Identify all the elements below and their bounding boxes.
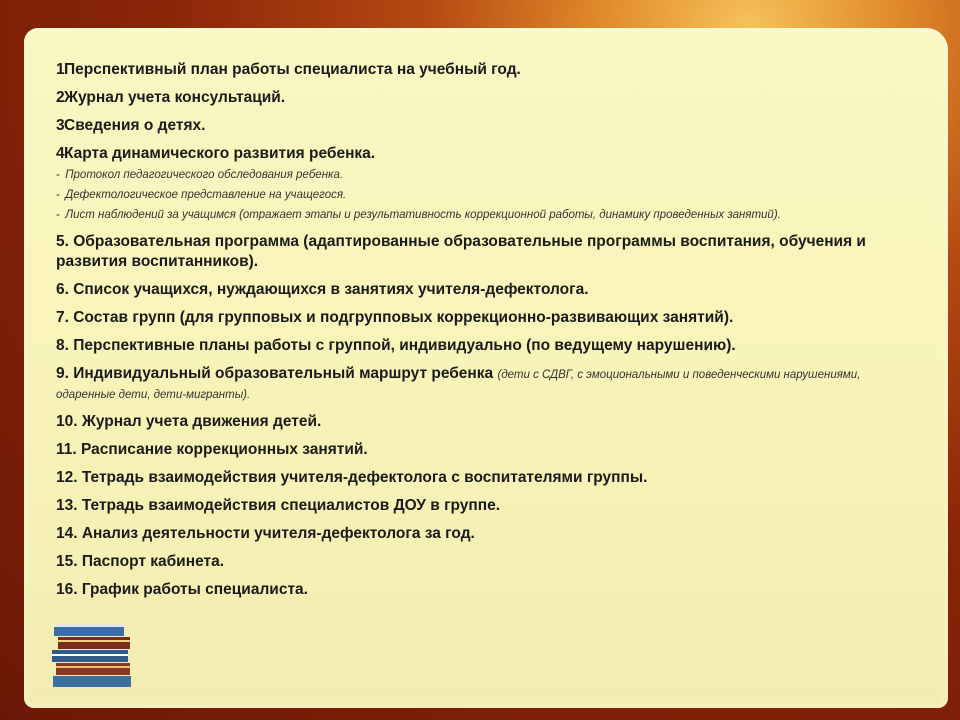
list-item-6: 6. Список учащихся, нуждающихся в занятиях учителя-дефектолога. (56, 281, 589, 298)
list-item-8: 8. Перспективные планы работы с группой, индивидуально (по ведущему нарушению). (56, 337, 736, 354)
list-item-1: 1Перспективный план работы специалиста на учебный год. (56, 61, 521, 78)
list-item-3: 3Сведения о детях. (56, 117, 206, 134)
list-item-12: 12. Тетрадь взаимодействия учителя-дефектолога с воспитателями группы. (56, 469, 648, 486)
list-item-16: 16. График работы специалиста. (56, 581, 308, 598)
list-item-11: 11. Расписание коррекционных занятий. (56, 441, 368, 458)
list-item-5: 5. Образовательная программа (адаптированные образовательные программы воспитания, обучения и развития воспитанников). (56, 233, 866, 270)
list-item-15: 15. Паспорт кабинета. (56, 553, 225, 570)
list-item-2: 2Журнал учета консультаций. (56, 89, 286, 106)
list-item-4: 4Карта динамического развития ребенка. (56, 145, 376, 162)
books-icon (50, 610, 140, 690)
document-list (56, 60, 906, 608)
list-item-9: 9. Индивидуальный образовательный маршрут ребенка (дети с СДВГ, с эмоциональными и поведенческими нарушениями, одаренные дети, дети-мигранты). (56, 365, 861, 401)
sub-item-representation: - Дефектологическое представление на учащегося. (56, 189, 347, 201)
sub-item-protocol: - Протокол педагогического обследования ребенка. (56, 169, 344, 181)
list-item-13: 13. Тетрадь взаимодействия специалистов ДОУ в группе. (56, 497, 501, 514)
list-item-14: 14. Анализ деятельности учителя-дефектолога за год. (56, 525, 475, 542)
list-item-10: 10. Журнал учета движения детей. (56, 413, 322, 430)
list-item-7: 7. Состав групп (для групповых и подгрупповых коррекционно-развивающих занятий). (56, 309, 734, 326)
sub-item-observation-sheet: - Лист наблюдений за учащимся (отражает этапы и результативность коррекционной работы, динамику проведенных занятий). (56, 209, 781, 221)
list-item-9-note: (дети с СДВГ, с эмоциональными и поведенческими нарушениями, одаренные дети, дети-мигранты). (56, 369, 861, 401)
